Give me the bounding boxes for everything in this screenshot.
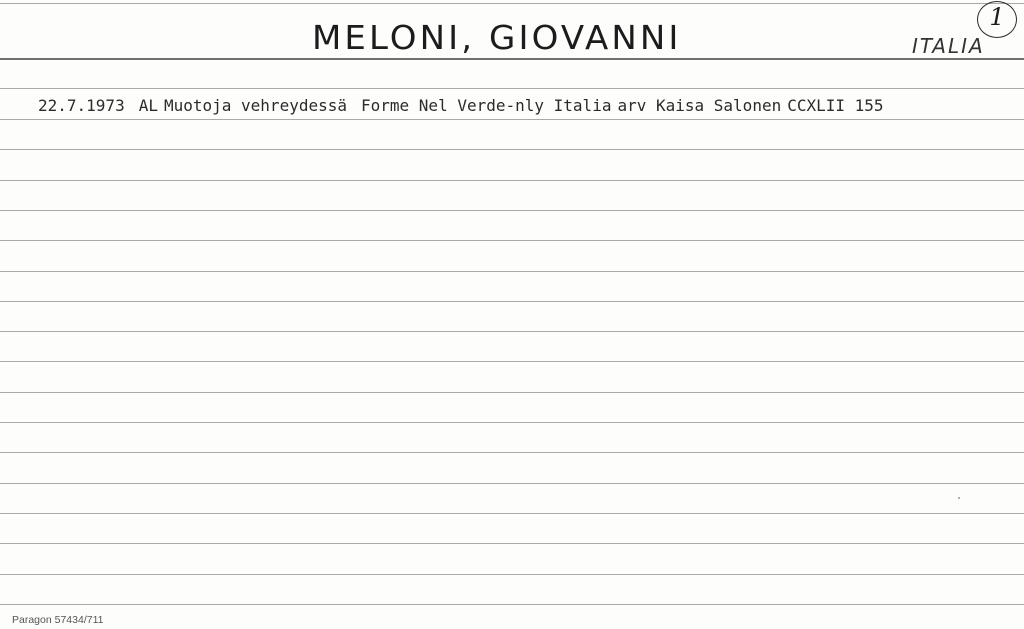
- rule-line: [0, 604, 1024, 605]
- rule-line: [0, 149, 1024, 150]
- rule-line: [0, 210, 1024, 211]
- entry-row: [38, 96, 884, 115]
- artist-name: MELONI, GIOVANNI: [312, 18, 682, 57]
- rule-line: [0, 119, 1024, 120]
- rule-line: [0, 483, 1024, 484]
- rule-line: [0, 422, 1024, 423]
- country-label: ITALIA: [912, 34, 985, 58]
- rule-line: [0, 513, 1024, 514]
- rule-line: [0, 331, 1024, 332]
- printer-mark: Paragon 57434/711: [12, 614, 104, 626]
- rule-line: [0, 301, 1024, 302]
- rule-line: [0, 240, 1024, 241]
- entry-title-orig: Forme Nel Verde-nly Italia: [361, 96, 612, 115]
- header-rule: [0, 58, 1024, 60]
- entry-title-fi: Muotoja vehreydessä: [163, 96, 347, 115]
- rule-line: [0, 452, 1024, 453]
- paper-speck: [958, 497, 960, 499]
- rule-line: [0, 361, 1024, 362]
- entry-reviewer: arv Kaisa Salonen: [617, 96, 782, 115]
- entry-ref: CCXLII 155: [787, 96, 884, 115]
- rule-line: [0, 574, 1024, 575]
- entry-date: 22.7.1973: [38, 96, 125, 115]
- rule-line: [0, 88, 1024, 89]
- rule-line: [0, 271, 1024, 272]
- rule-line: [0, 3, 1024, 4]
- card-number: 1: [989, 3, 1005, 31]
- rule-line: [0, 543, 1024, 544]
- entry-code: AL: [138, 96, 158, 115]
- rule-line: [0, 180, 1024, 181]
- rule-line: [0, 392, 1024, 393]
